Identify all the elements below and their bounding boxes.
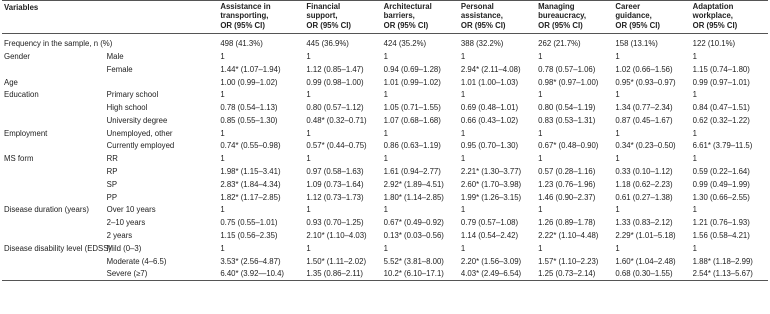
variable-label xyxy=(2,191,105,204)
table-cell: 1.98* (1.15–3.41) xyxy=(220,167,281,177)
table-cell: 122 (10.1%) xyxy=(692,39,736,49)
table-cell: 1 xyxy=(615,154,620,164)
table-cell: 388 (32.2%) xyxy=(460,39,504,49)
table-cell: 2.60* (1.70–3.98) xyxy=(460,179,522,189)
table-row xyxy=(2,255,768,268)
category-label: SP xyxy=(106,179,118,189)
category-label: High school xyxy=(106,103,148,113)
table-cell: 1.50* (1.11–2.02) xyxy=(306,256,367,266)
column-header: Financial support, OR (95% CI) xyxy=(304,1,381,34)
table-cell: 0.95 (0.70–1.30) xyxy=(460,141,519,151)
table-cell: 1 xyxy=(460,90,466,100)
table-cell: 1.01 (1.00–1.03) xyxy=(460,77,519,87)
table-row xyxy=(2,191,768,204)
table-cell: 1.82* (1.17–2.85) xyxy=(220,192,281,202)
table-cell: 1 xyxy=(538,243,543,253)
table-row xyxy=(2,268,768,281)
table-cell: 0.79 (0.57–1.08) xyxy=(460,218,519,228)
table-cell: 6.61* (3.79–11.5) xyxy=(692,141,753,151)
variable-label xyxy=(2,229,105,242)
table-cell: 0.99 (0.49–1.99) xyxy=(692,179,750,189)
table-cell: 0.80 (0.57–1.12) xyxy=(306,103,364,113)
table-cell: 1 xyxy=(615,205,620,215)
table-row xyxy=(2,50,768,63)
table-cell: 1.05 (0.71–1.55) xyxy=(383,103,441,113)
table-cell: 1 xyxy=(615,128,620,138)
category-label: Over 10 years xyxy=(106,205,156,215)
table-cell: 1.99* (1.26–3.15) xyxy=(460,192,522,202)
table-cell: 0.57 (0.28–1.16) xyxy=(538,167,596,177)
variable-label xyxy=(2,165,105,178)
table-row xyxy=(2,204,768,217)
table-cell: 1.30 (0.66–2.55) xyxy=(692,192,750,202)
table-row xyxy=(2,114,768,127)
variable-label xyxy=(2,178,105,191)
table-cell: 0.86 (0.63–1.19) xyxy=(383,141,441,151)
table-row xyxy=(2,216,768,229)
table-cell: 1 xyxy=(220,128,225,138)
table-row xyxy=(2,63,768,76)
table-cell: 2.22* (1.10–4.48) xyxy=(538,230,599,240)
table-cell: 1 xyxy=(306,90,311,100)
table-body xyxy=(2,34,768,281)
category-label: 2 years xyxy=(106,230,133,240)
table-cell: 0.97 (0.58–1.63) xyxy=(306,167,364,177)
table-cell: 1.15 (0.74–1.80) xyxy=(692,64,750,74)
results-table xyxy=(2,0,768,281)
table-row xyxy=(2,242,768,255)
table-cell: 1 xyxy=(460,128,466,138)
table-cell: 0.61 (0.27–1.38) xyxy=(615,192,673,202)
table-cell: 1.12 (0.85–1.47) xyxy=(306,64,364,74)
table-cell: 0.34* (0.23–0.50) xyxy=(615,141,676,151)
variable-label xyxy=(2,255,105,268)
variable-label: Age xyxy=(4,77,18,87)
table-cell: 0.83 (0.53–1.31) xyxy=(538,115,596,125)
table-cell: 424 (35.2%) xyxy=(383,39,427,49)
category-label: RR xyxy=(106,154,118,164)
variable-label: Frequency in the sample, n (%) xyxy=(4,39,113,49)
column-header: Personal assistance, OR (95% CI) xyxy=(459,1,536,34)
table-cell: 1 xyxy=(460,243,466,253)
table-cell: 1 xyxy=(692,243,697,253)
table-cell: 1.21 (0.76–1.93) xyxy=(692,218,750,228)
table-cell: 1 xyxy=(615,90,620,100)
table-cell: 1.34 (0.77–2.34) xyxy=(615,103,673,113)
table-cell: 0.99 (0.97–1.01) xyxy=(692,77,750,87)
table-cell: 0.98* (0.97–1.00) xyxy=(538,77,599,87)
category-label: Unemployed, other xyxy=(106,128,173,138)
table-cell: 0.74* (0.55–0.98) xyxy=(220,141,281,151)
table-cell: 0.69 (0.48–1.01) xyxy=(460,103,519,113)
table-cell: 1 xyxy=(220,52,225,61)
table-cell: 1 xyxy=(538,205,543,215)
category-label: Female xyxy=(106,64,133,74)
variable-label xyxy=(2,268,105,281)
table-cell: 2.54* (1.13–5.67) xyxy=(691,268,768,281)
table-cell: 2.29* (1.01–5.18) xyxy=(615,230,676,240)
table-cell: 0.87 (0.45–1.67) xyxy=(615,115,673,125)
table-cell: 1.60* (1.04–2.48) xyxy=(615,256,676,266)
table-cell: 1.56 (0.58–4.21) xyxy=(692,230,750,240)
table-cell: 1 xyxy=(383,52,388,61)
table-cell: 1 xyxy=(383,154,388,164)
category-label: RP xyxy=(106,167,118,177)
table-cell: 1.23 (0.76–1.96) xyxy=(538,179,596,189)
table-cell: 1 xyxy=(306,128,311,138)
table-cell: 0.66 (0.43–1.02) xyxy=(460,115,519,125)
table-cell: 498 (41.3%) xyxy=(220,39,263,49)
table-cell: 2.94* (2.11–4.08) xyxy=(460,64,521,74)
table-cell: 158 (13.1%) xyxy=(615,39,658,49)
category-label xyxy=(105,76,219,89)
table-cell: 1.80* (1.14–2.85) xyxy=(383,192,444,202)
variable-label: Gender xyxy=(4,52,31,61)
variable-label: MS form xyxy=(4,154,34,164)
table-cell: 1 xyxy=(460,52,466,61)
variable-label xyxy=(2,101,105,114)
variable-label xyxy=(2,216,105,229)
category-label: PP xyxy=(106,192,118,202)
table-header xyxy=(2,1,768,34)
table-cell: 1 xyxy=(692,52,697,61)
table-row xyxy=(2,140,768,153)
variable-label xyxy=(2,140,105,153)
table-cell: 1.09 (0.73–1.64) xyxy=(306,179,364,189)
variable-label xyxy=(2,63,105,76)
table-cell: 1.15 (0.56–2.35) xyxy=(220,230,278,240)
table-cell: 1 xyxy=(538,154,543,164)
table-cell: 1 xyxy=(615,52,620,61)
table-cell: 10.2* (6.10–17.1) xyxy=(382,268,459,281)
table-cell: 1 xyxy=(460,205,466,215)
table-cell: 0.94 (0.69–1.28) xyxy=(383,64,441,74)
table-row xyxy=(2,76,768,89)
table-cell: 2.21* (1.30–3.77) xyxy=(460,167,522,177)
table-cell: 1 xyxy=(383,243,388,253)
table-cell: 0.95* (0.93–0.97) xyxy=(615,77,676,87)
table-cell: 1 xyxy=(538,90,543,100)
variable-label: Disease duration (years) xyxy=(4,205,89,215)
table-row xyxy=(2,89,768,102)
table-cell: 0.84 (0.47–1.51) xyxy=(692,103,750,113)
table-cell: 1 xyxy=(306,52,311,61)
category-label: Currently employed xyxy=(106,141,175,151)
variables-header: Variables xyxy=(2,1,218,34)
table-cell: 2.83* (1.84–4.34) xyxy=(220,179,281,189)
table-cell: 0.62 (0.32–1.22) xyxy=(692,115,750,125)
table-cell: 1.25 (0.73–2.14) xyxy=(536,268,613,281)
table-cell: 1 xyxy=(383,205,388,215)
variable-label: Employment xyxy=(4,128,48,138)
category-label: Severe (≥7) xyxy=(105,268,219,281)
table-cell: 1 xyxy=(692,90,697,100)
table-cell: 1 xyxy=(615,243,620,253)
table-cell: 445 (36.9%) xyxy=(306,39,349,49)
category-label: 2–10 years xyxy=(106,218,146,228)
table-cell: 1 xyxy=(220,243,225,253)
table-cell: 1 xyxy=(538,128,543,138)
table-row xyxy=(2,229,768,242)
table-row xyxy=(2,178,768,191)
table-row xyxy=(2,101,768,114)
table-cell: 0.67* (0.48–0.90) xyxy=(538,141,599,151)
table-cell: 0.78 (0.57–1.06) xyxy=(538,64,596,74)
category-label: Moderate (4–6.5) xyxy=(106,256,167,266)
table-cell: 1.07 (0.68–1.68) xyxy=(383,115,441,125)
table-cell: 1 xyxy=(383,90,388,100)
table-cell: 1.01 (0.99–1.02) xyxy=(383,77,441,87)
table-cell: 0.67* (0.49–0.92) xyxy=(383,218,444,228)
table-cell: 1 xyxy=(306,243,311,253)
category-label: University degree xyxy=(106,115,168,125)
table-cell: 0.68 (0.30–1.55) xyxy=(613,268,690,281)
table-cell: 1.12 (0.73–1.73) xyxy=(306,192,364,202)
table-cell: 1 xyxy=(538,52,543,61)
table-cell: 1.02 (0.66–1.56) xyxy=(615,64,673,74)
table-cell: 1.35 (0.86–2.11) xyxy=(304,268,381,281)
table-cell: 1 xyxy=(306,154,311,164)
table-row xyxy=(2,127,768,140)
table-cell: 0.80 (0.54–1.19) xyxy=(538,103,596,113)
table-cell: 2.92* (1.89–4.51) xyxy=(383,179,444,189)
table-cell: 1 xyxy=(692,128,697,138)
table-cell: 4.03* (2.49–6.54) xyxy=(459,268,536,281)
table-cell: 1.26 (0.89–1.78) xyxy=(538,218,596,228)
table-cell: 1 xyxy=(220,154,225,164)
table-cell: 1 xyxy=(692,154,697,164)
category-label: Male xyxy=(106,52,124,61)
column-header: Assistance in transporting, OR (95% CI) xyxy=(218,1,304,34)
table-cell: 0.57* (0.44–0.75) xyxy=(306,141,367,151)
table-cell: 0.33 (0.10–1.12) xyxy=(615,167,673,177)
variable-label: Disease disability level (EDSS) xyxy=(4,243,112,253)
table-cell: 1.44* (1.07–1.94) xyxy=(220,64,281,74)
variable-label: Education xyxy=(4,90,39,100)
table-cell: 6.40* (3.92—10.4) xyxy=(218,268,304,281)
table-cell: 0.59 (0.22–1.64) xyxy=(692,167,750,177)
column-header: Adaptation workplace, OR (95% CI) xyxy=(691,1,768,34)
table-cell: 262 (21.7%) xyxy=(538,39,581,49)
table-cell: 1.14 (0.54–2.42) xyxy=(460,230,519,240)
table-cell: 1 xyxy=(220,205,225,215)
table-cell: 1 xyxy=(460,154,466,164)
table-cell: 0.13* (0.03–0.56) xyxy=(383,230,444,240)
table-cell: 0.85 (0.55–1.30) xyxy=(220,115,278,125)
table-cell: 0.93 (0.70–1.25) xyxy=(306,218,364,228)
table-cell: 1.18 (0.62–2.23) xyxy=(615,179,673,189)
table-row xyxy=(2,153,768,166)
table-cell: 2.20* (1.56–3.09) xyxy=(460,256,522,266)
table-cell: 3.53* (2.56–4.87) xyxy=(220,256,281,266)
table-cell: 1.88* (1.18–2.99) xyxy=(692,256,753,266)
table-cell: 5.52* (3.81–8.00) xyxy=(383,256,444,266)
column-header: Architectural barriers, OR (95% CI) xyxy=(382,1,459,34)
table-row xyxy=(2,165,768,178)
table-cell: 0.99 (0.98–1.00) xyxy=(306,77,364,87)
table-cell: 0.78 (0.54–1.13) xyxy=(220,103,278,113)
table-cell: 1 xyxy=(306,205,311,215)
column-header: Career guidance, OR (95% CI) xyxy=(613,1,690,34)
table-cell: 1.61 (0.94–2.77) xyxy=(383,167,441,177)
table-cell: 0.75 (0.55–1.01) xyxy=(220,218,278,228)
table-cell: 1.57* (1.10–2.23) xyxy=(538,256,599,266)
table-cell: 1.00 (0.99–1.02) xyxy=(220,77,278,87)
table-cell: 1.33 (0.83–2.12) xyxy=(615,218,673,228)
category-label: Mild (0–3) xyxy=(106,243,142,253)
category-label: Primary school xyxy=(106,90,159,100)
table-cell: 0.48* (0.32–0.71) xyxy=(306,115,367,125)
table-cell: 2.10* (1.10–4.03) xyxy=(306,230,367,240)
table-cell: 1.46 (0.90–2.37) xyxy=(538,192,596,202)
table-cell: 1 xyxy=(692,205,697,215)
table-cell: 1 xyxy=(383,128,388,138)
column-header: Managing bureaucracy, OR (95% CI) xyxy=(536,1,613,34)
table-cell: 1 xyxy=(220,90,225,100)
variable-label xyxy=(2,114,105,127)
table-row xyxy=(2,34,768,51)
